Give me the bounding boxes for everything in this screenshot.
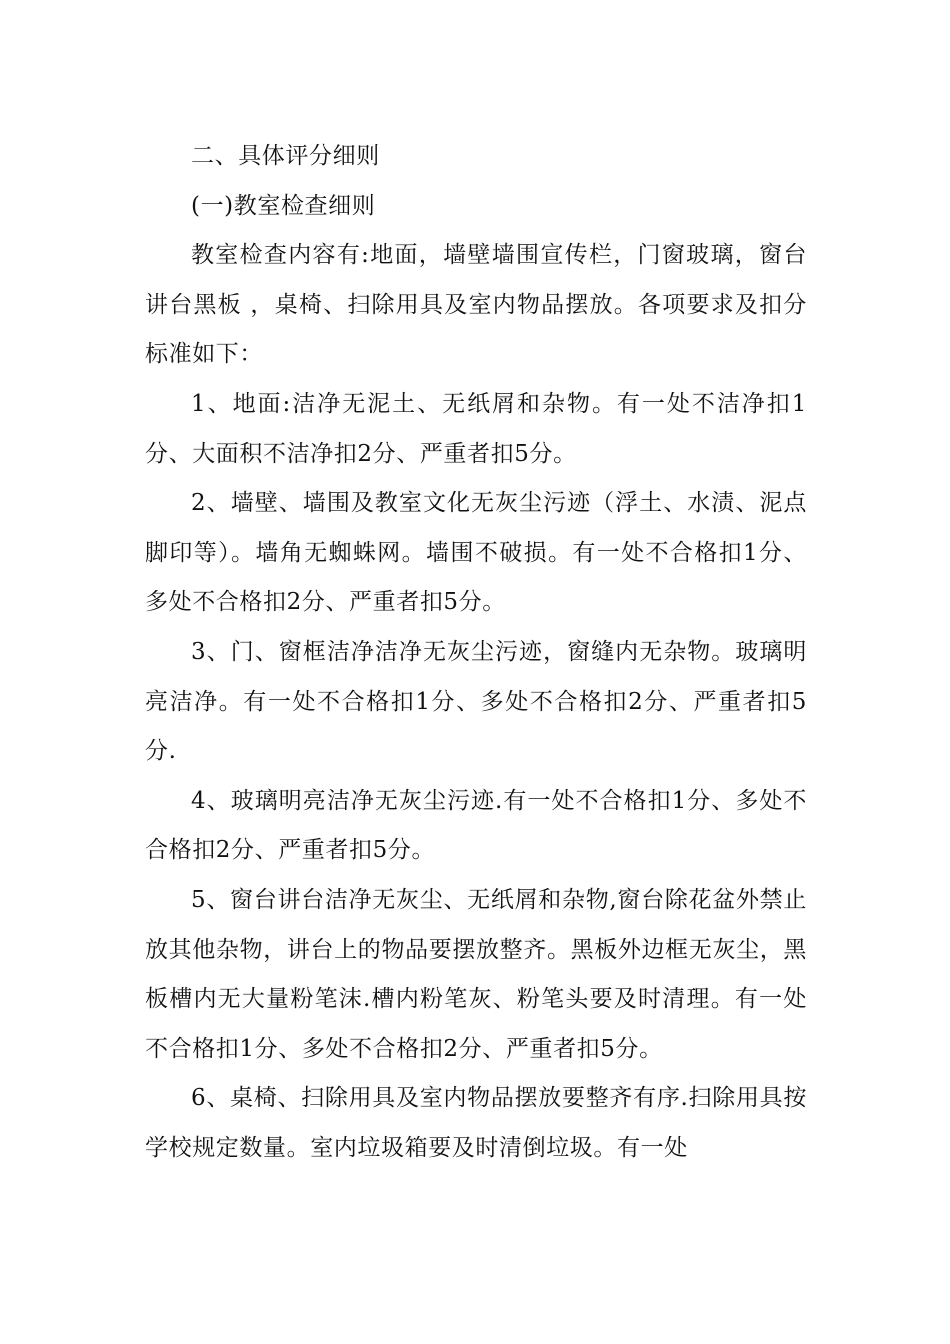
rule-item-2: 2、墙壁、墙围及教室文化无灰尘污迹（浮土、水渍、泥点脚印等）。墙角无蜘蛛网。墙围不破损。有一处不合格扣1分、多处不合格扣2分、严重者扣5分。	[145, 490, 807, 616]
section-heading: 二、具体评分细则	[191, 143, 380, 169]
rule-item-5: 5、窗台讲台洁净无灰尘、无纸屑和杂物,窗台除花盆外禁止放其他杂物，讲台上的物品要摆放整齐。黑板外边框无灰尘，黑板槽内无大量粉笔沫.槽内粉笔灰、粉笔头要及时清理。有一处不合格扣1分、多处不合格扣2分、严重者扣5分。	[145, 886, 807, 1062]
document-body	[145, 132, 807, 1173]
rule-item-4: 4、玻璃明亮洁净无灰尘污迹.有一处不合格扣1分、多处不合格扣2分、严重者扣5分。	[145, 787, 807, 864]
rule-item-6: 6、桌椅、扫除用具及室内物品摆放要整齐有序.扫除用具按学校规定数量。室内垃圾箱要及时清倒垃圾。有一处	[145, 1085, 807, 1161]
subsection-heading: (一)教室检查细则	[191, 192, 376, 219]
rule-item-1: 1、地面:洁净无泥土、无纸屑和杂物。有一处不洁净扣1分、大面积不洁净扣2分、严重者扣5分。	[145, 390, 807, 467]
intro-paragraph: 教室检查内容有:地面，墙壁墙围宣传栏，门窗玻璃，窗台讲台黑板 ，桌椅、扫除用具及室内物品摆放。各项要求及扣分标准如下：	[145, 242, 807, 368]
rule-item-3: 3、门、窗框洁净洁净无灰尘污迹，窗缝内无杂物。玻璃明亮洁净。有一处不合格扣1分、多处不合格扣2分、严重者扣5分.	[145, 638, 807, 765]
